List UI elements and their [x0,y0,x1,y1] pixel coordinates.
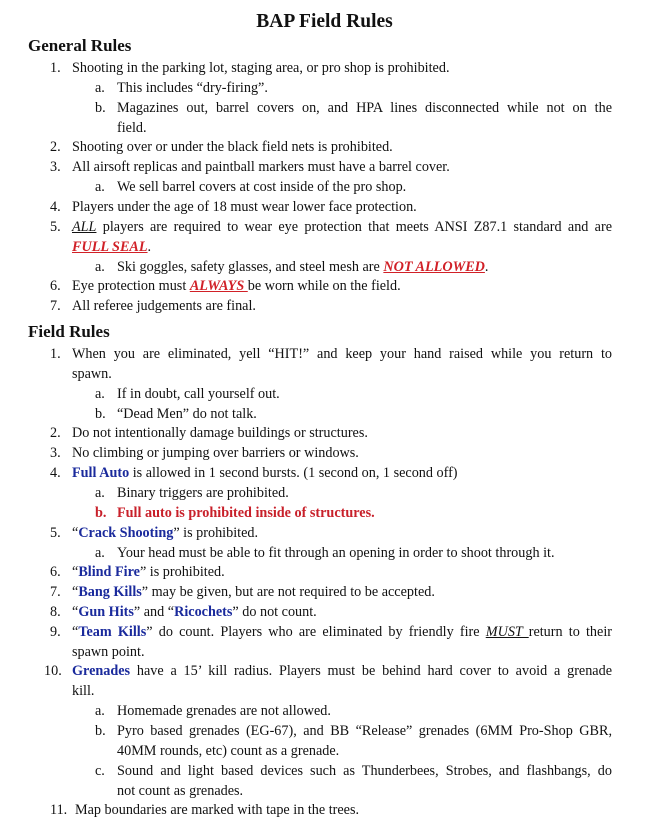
term-full-auto: Full Auto [72,465,130,481]
list-item-text: Full Auto is allowed in 1 second bursts. (1 second on, 1 second off) [72,465,458,481]
sub-list-marker: a. [95,80,105,96]
list-marker: 2. [50,139,61,155]
list-item-text: No climbing or jumping over barriers or windows. [72,445,359,461]
list-marker: 7. [50,584,61,600]
term-grenades: Grenades [72,663,131,679]
list-marker: 1. [50,346,61,362]
sub-list-item-text: Your head must be able to fit through an opening in order to shoot through it. [117,545,555,561]
sub-list-marker: a. [95,485,105,501]
sub-list-item-text: This includes “dry-firing”. [117,80,268,96]
sub-list-marker: a. [95,386,105,402]
list-item-text: Shooting over or under the black field nets is prohibited. [72,139,393,155]
list-marker: 6. [50,564,61,580]
sub-list-item-text-cont: not count as grenades. [117,783,244,799]
list-item-text: “Blind Fire” is prohibited. [72,564,225,580]
sub-list-item-text: Magazines out, barrel covers on, and HPA lines disconnected while not on the [117,100,612,116]
term-ricochets: Ricochets [174,604,233,620]
section-heading-general-rules: General Rules [28,36,132,55]
sub-list-marker: a. [95,703,105,719]
list-item-text: “Gun Hits” and “Ricochets” do not count. [72,604,317,620]
list-item-text: Shooting in the parking lot, staging area, or pro shop is prohibited. [72,60,450,76]
list-marker: 10. [44,663,62,679]
list-item-text: “Crack Shooting” is prohibited. [72,525,259,541]
emphasis-all: ALL [72,219,97,235]
sub-list-item-text: Pyro based grenades (EG-67), and BB “Release” grenades (6MM Pro-Shop GBR, [117,723,612,739]
list-item-text: Eye protection must ALWAYS be worn while on the field. [72,278,401,294]
list-marker: 5. [50,525,61,541]
list-item-text-cont: spawn point. [72,644,145,660]
sub-list-item-text: We sell barrel covers at cost inside of the pro shop. [117,179,407,195]
term-bang-kills: Bang Kills [78,584,142,600]
sub-list-item-text: Ski goggles, safety glasses, and steel mesh are NOT ALLOWED. [117,259,489,275]
section-heading-field-rules: Field Rules [28,322,110,341]
list-item-text: Map boundaries are marked with tape in the trees. [75,802,360,818]
list-item-text: “Team Kills” do count. Players who are eliminated by friendly fire MUST return to their [72,624,612,640]
list-marker: 6. [50,278,61,294]
sub-list-item-text: If in doubt, call yourself out. [117,386,280,402]
sub-list-item-text: “Dead Men” do not talk. [117,406,257,422]
document-title: BAP Field Rules [256,11,393,32]
list-marker: 3. [50,159,61,175]
sub-list-marker: b. [95,505,107,521]
list-item-text: All airsoft replicas and paintball markers must have a barrel cover. [72,159,450,175]
list-item-text-cont: kill. [72,683,95,699]
list-marker: 9. [50,624,61,640]
sub-list-marker: a. [95,259,105,275]
list-marker: 2. [50,425,61,441]
list-item-text: Grenades have a 15’ kill radius. Players must be behind hard cover to avoid a grenade [72,663,612,679]
list-item-text: All referee judgements are final. [72,298,256,314]
list-item-text-cont: spawn. [72,366,112,382]
list-item-text: ALL players are required to wear eye protection that meets ANSI Z87.1 standard and are [72,219,612,235]
list-item-text: Do not intentionally damage buildings or structures. [72,425,368,441]
sub-list-item-text-warning: Full auto is prohibited inside of structures. [117,505,375,521]
list-marker: 5. [50,219,61,235]
list-marker: 4. [50,199,61,215]
sub-list-item-text: Binary triggers are prohibited. [117,485,289,501]
term-crack-shooting: Crack Shooting [78,525,174,541]
sub-list-item-text-cont: field. [117,120,147,136]
sub-list-marker: a. [95,179,105,195]
list-marker: 7. [50,298,61,314]
list-item-text-cont: FULL SEAL. [72,239,152,255]
emphasis-not-allowed: NOT ALLOWED [383,259,485,275]
list-item-text: Players under the age of 18 must wear lower face protection. [72,199,417,215]
term-gun-hits: Gun Hits [78,604,134,620]
sub-list-marker: a. [95,545,105,561]
list-item [50,58,61,78]
list-marker: 1. [50,60,61,76]
emphasis-must: MUST [485,624,529,640]
sub-list-marker: b. [95,100,106,116]
sub-list-item-text: Sound and light based devices such as Thunderbees, Strobes, and flashbangs, do [117,763,612,779]
sub-list-marker: c. [95,763,105,779]
sub-list-marker: b. [95,723,106,739]
emphasis-full-seal: FULL SEAL [72,239,148,255]
term-blind-fire: Blind Fire [78,564,140,580]
list-marker: 11. [50,802,68,818]
list-marker: 4. [50,465,61,481]
list-item-text: When you are eliminated, yell “HIT!” and keep your hand raised while you return to [72,346,612,362]
term-team-kills: Team Kills [78,624,147,640]
list-item-text: “Bang Kills” may be given, but are not required to be accepted. [72,584,435,600]
list-marker: 3. [50,445,61,461]
emphasis-always: ALWAYS [189,278,248,294]
list-marker: 8. [50,604,61,620]
sub-list-item-text-cont: 40MM rounds, etc) count as a grenade. [117,743,340,759]
sub-list-item-text: Homemade grenades are not allowed. [117,703,331,719]
sub-list-marker: b. [95,406,106,422]
